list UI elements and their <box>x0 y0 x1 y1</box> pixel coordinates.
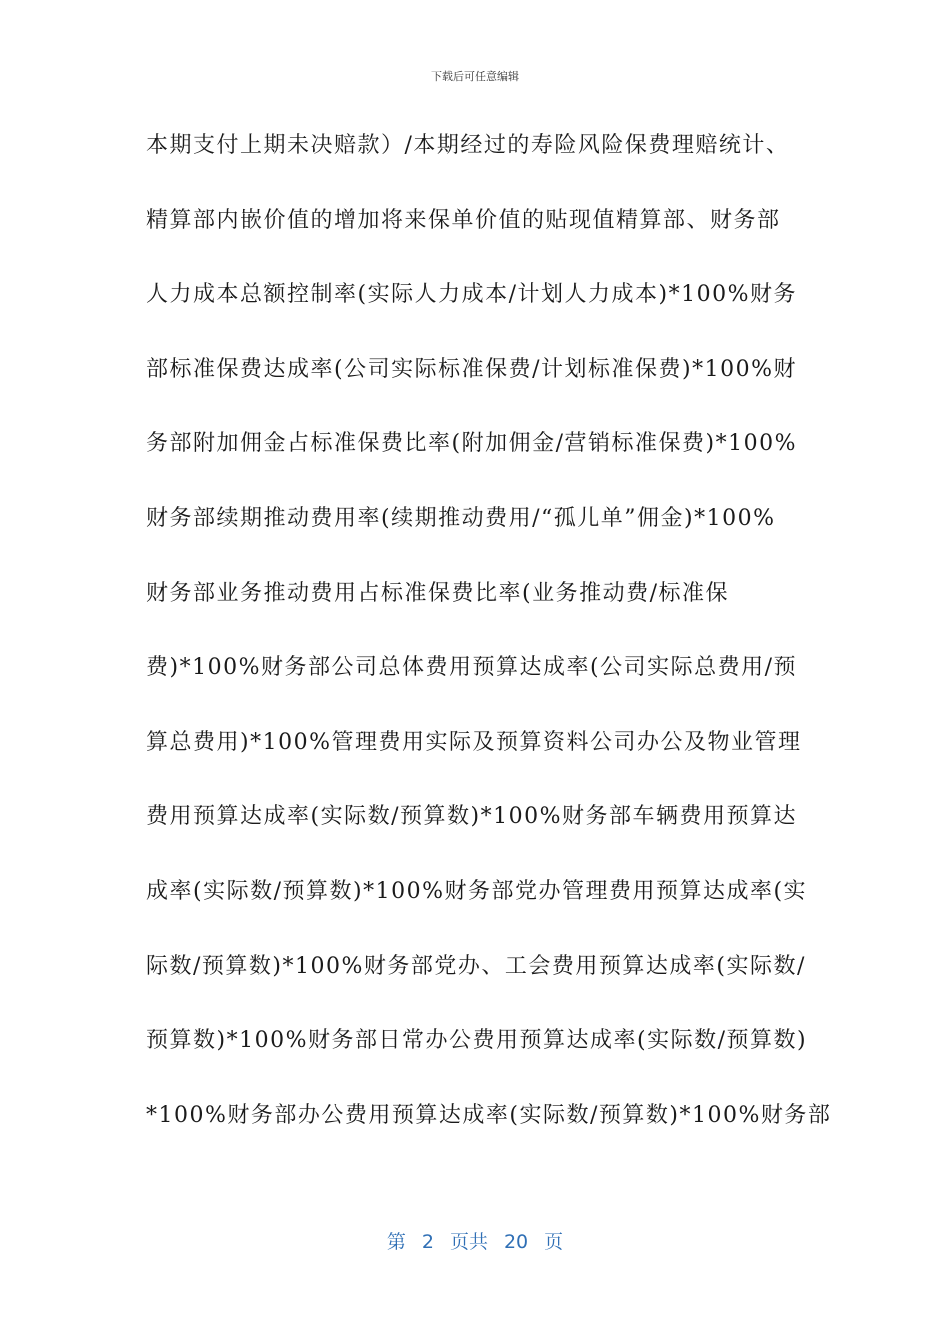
document-body <box>146 126 832 1170</box>
body-line: 财务部续期推动费用率(续期推动费用/“孤儿单”佣金)*100% <box>146 505 776 531</box>
body-line: 本期支付上期未决赔款）/本期经过的寿险风险保费理赔统计、 <box>146 133 790 158</box>
body-line: 成率(实际数/预算数)*100%财务部党办管理费用预算达成率(实 <box>146 878 808 904</box>
body-line: 费)*100%财务部公司总体费用预算达成率(公司实际总费用/预 <box>146 655 797 681</box>
page-middle: 页共 <box>449 1231 488 1253</box>
body-line: 算总费用)*100%管理费用实际及预算资料公司办公及物业管理 <box>146 729 802 755</box>
current-page-number: 2 <box>421 1231 434 1253</box>
page-number-footer <box>0 1227 950 1254</box>
body-line: 精算部内嵌价值的增加将来保单价值的贴现值精算部、财务部 <box>146 207 781 233</box>
body-line: 部标准保费达成率(公司实际标准保费/计划标准保费)*100%财 <box>146 356 797 382</box>
page-prefix: 第 <box>386 1231 406 1253</box>
body-line: *100%财务部办公费用预算达成率(实际数/预算数)*100%财务部 <box>146 1102 832 1128</box>
body-line: 人力成本总额控制率(实际人力成本/计划人力成本)*100%财务 <box>146 282 797 308</box>
body-line: 预算数)*100%财务部日常办公费用预算达成率(实际数/预算数) <box>146 1028 808 1054</box>
body-line: 务部附加佣金占标准保费比率(附加佣金/营销标准保费)*100% <box>146 431 797 457</box>
total-page-count: 20 <box>503 1231 529 1253</box>
body-line: 际数/预算数)*100%财务部党办、工会费用预算达成率(实际数/ <box>146 953 806 979</box>
body-line: 费用预算达成率(实际数/预算数)*100%财务部车辆费用预算达 <box>146 804 797 830</box>
body-line: 财务部业务推动费用占标准保费比率(业务推动费/标准保 <box>146 580 729 606</box>
page-header: 下载后可任意编辑 <box>431 70 519 83</box>
page-suffix: 页 <box>544 1231 564 1253</box>
